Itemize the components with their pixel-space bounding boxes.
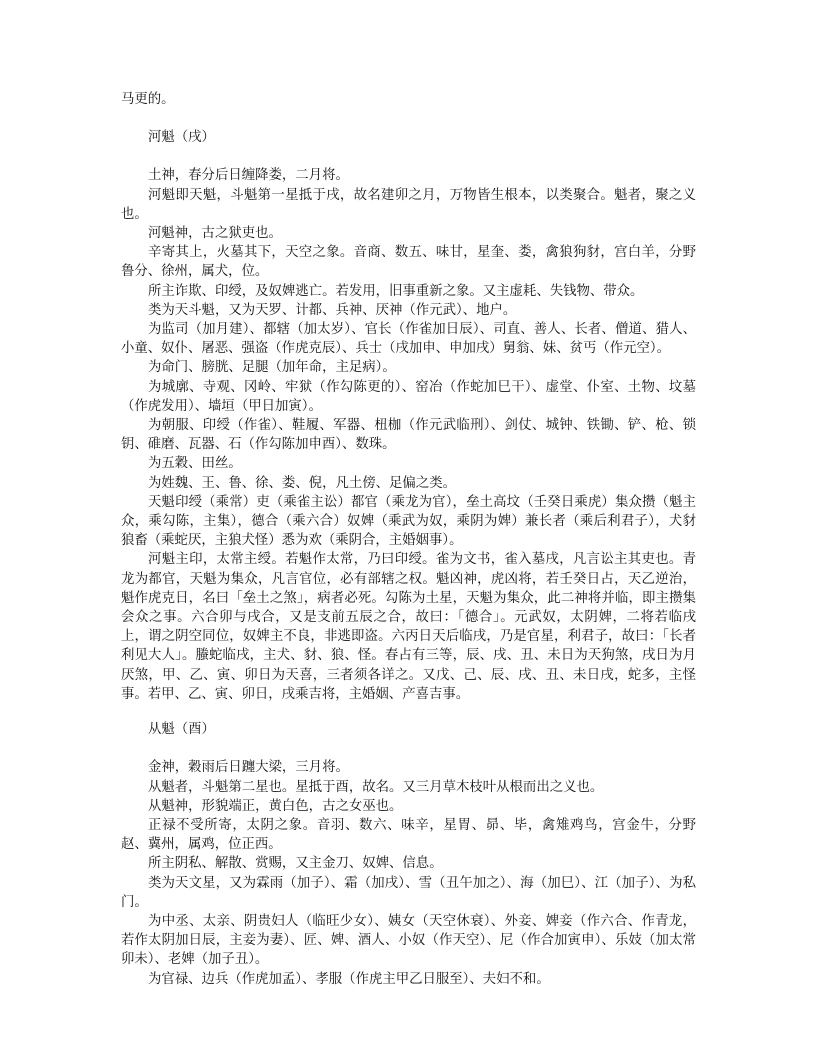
paragraph: 从魁神，形貌端正，黄白色，古之女巫也。	[148, 798, 403, 814]
document-page	[121, 90, 696, 989]
paragraph: 为监司（加月建）、都辖（加太岁）、官长（作雀加日辰）、司直、善人、长者、僧道、猎人、小童、奴仆、屠恶、强盗（作虎克辰）、兵士（戌加申、申加戌）舅翁、妹、贫丐（作元空）。	[121, 322, 696, 357]
paragraph: 为五穀、田丝。	[148, 456, 242, 472]
section-heading-hekui: 河魁（戌）	[148, 130, 215, 146]
paragraph: 天魁印绶（乘常）吏（乘雀主讼）都官（乘龙为官），垒土高坟（壬癸日乘虎）集众攒（魁主众，乘勾陈，主集），德合（乘六合）奴婢（乘武为奴，乘阴为婢）兼长者（乘后利君子），犬豺狼畜（乘蛇厌，主狼犬怪）悉为欢（乘阴合，主婚姻事）。	[121, 494, 696, 549]
paragraph: 河魁主印，太常主绶。若魁作太常，乃曰印绶。雀为文书，雀入墓戌，凡言讼主其吏也。青龙为都官，天魁为集众，凡言官位，必有部辖之权。魁凶神，虎凶将，若壬癸日占，天乙逆治，魁作虎克日，名曰「垒土之煞」，病者必死。勾陈为土星，天魁为集众，此二神将并临，即主攒集会众之事。六合卯与戌合，又是支前五辰之合，故曰：「德合」。元武奴，太阴婢，二将若临戌上，谓之阴空同位，奴婢主不良，非逃即盗。六丙日天后临戌，乃是官星，利君子，故曰：「长者利见大人」。螣蛇临戌，主犬、豺、狼、怪。春占有三等，辰、戌、丑、未日为天狗煞，戌日为月厌煞，甲、乙、寅、卯日为天喜，三者须各详之。又戊、己、辰、戌、丑、未日戌，蛇多，主怪事。若甲、乙、寅、卯日，戌乘吉将，主婚姻、产喜吉事。	[121, 552, 696, 702]
paragraph: 所主诈欺、印绶，及奴婢逃亡。若发用，旧事重新之象。又主虚耗、失钱物、带众。	[148, 283, 644, 299]
paragraph: 辛寄其上，火墓其下，天空之象。音商、数五、味甘，星奎、娄，禽狼狗豺，宫白羊，分野鲁分、徐州，属犬，位。	[121, 245, 696, 280]
paragraph: 为命门、膀胱、足腿（加年命，主足病）。	[148, 360, 396, 376]
paragraph: 为城廓、寺观、冈岭、牢狱（作勾陈更的）、窑冶（作蛇加巳干）、虚堂、仆室、土物、坟墓（作虎发用）、墙垣（甲日加寅）。	[121, 379, 696, 414]
paragraph: 所主阴私、解散、赏赐，又主金刀、奴婢、信息。	[148, 856, 443, 872]
spacer	[121, 704, 696, 720]
paragraph: 类为天斗魁，又为天罗、计都、兵神、厌神（作元武）、地户。	[148, 302, 517, 318]
paragraph: 河魁神，古之狱吏也。	[148, 226, 282, 242]
paragraph: 为官禄、边兵（作虎加孟）、孝服（作虎主甲乙日服至）、夫妇不和。	[148, 971, 550, 987]
paragraph: 正禄不受所寄，太阴之象。音羽、数六、味辛，星胃、昴、毕，禽雉鸡鸟，宫金牛，分野赵、冀州，属鸡，位正西。	[121, 817, 696, 853]
spacer	[121, 147, 696, 166]
paragraph: 类为天文星，又为霖雨（加子）、霜（加戌）、雪（丑午加之）、海（加巳）、江（加子）、为私门。	[121, 875, 696, 910]
paragraph: 河魁即天魁，斗魁第一星抵于戌，故名建卯之月，万物皆生根本，以类聚合。魁者，聚之义也。	[121, 187, 696, 222]
paragraph: 从魁者，斗魁第二星也。星抵于酉，故名。又三月草木枝叶从根而出之义也。	[148, 779, 604, 795]
paragraph: 为朝服、印绶（作雀）、鞋履、军器、杻枷（作元武临刑）、剑仗、城钟、铁锄、铲、枪、锁钥、碓磨、瓦器、石（作勾陈加申酉）、数珠。	[121, 418, 696, 453]
spacer	[121, 739, 696, 758]
top-fragment: 马更的。	[121, 92, 175, 107]
spacer	[121, 109, 696, 128]
paragraph: 为姓魏、王、鲁、徐、娄、倪，凡土傍、足偏之类。	[148, 475, 456, 491]
paragraph: 为中丞、太亲、阴贵妇人（临旺少女）、姨女（天空休衰）、外妾、婢妾（作六合、作青龙，若作太阴加日辰，主妾为妻）、匠、婢、酒人、小奴（作天空）、尼（作合加寅申）、乐妓（加太常卯未）、老婢（加子丑）。	[121, 913, 696, 968]
paragraph: 土神，春分后日缠降娄，二月将。	[148, 168, 349, 184]
section-heading-congkui: 从魁（酉）	[148, 722, 215, 738]
paragraph: 金神，穀雨后日躔大梁，三月将。	[148, 760, 349, 776]
